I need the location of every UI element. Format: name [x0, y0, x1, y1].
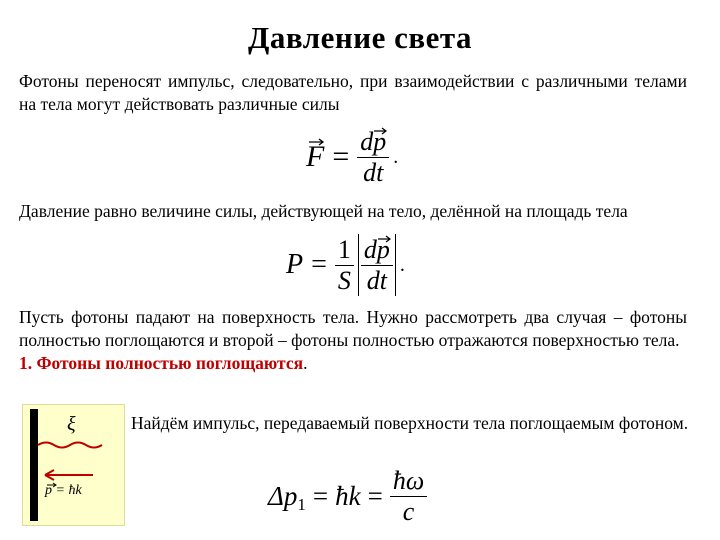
vector-arrow-icon — [308, 138, 326, 146]
pressure-symbol: P — [286, 249, 304, 280]
momentum-equation — [268, 462, 427, 530]
momentum-paragraph: Найдём импульс, передаваемый поверхности тела поглощаемым фотоном. — [131, 413, 689, 433]
intro-paragraph: Фотоны переносят импульс, следовательно, при взаимодействии с различными телами на тела могут действовать различные силы — [19, 71, 687, 114]
page-title: Давление света — [248, 20, 472, 55]
momentum-formula — [45, 483, 82, 499]
cases-text: Пусть фотоны падают на поверхность тела. Нужно рассмотреть два случая – фотоны полностью поглощаются и второй – фотоны полностью отражаются поверхностью тела. — [19, 307, 687, 350]
denominator: dt — [366, 265, 388, 295]
equals-sign: = — [311, 249, 327, 280]
derivative-fraction — [357, 127, 389, 188]
equation-period: . — [393, 145, 399, 168]
case1-period: . — [303, 353, 308, 373]
area-symbol: S — [337, 265, 351, 295]
numerator-one: 1 — [337, 234, 351, 264]
absorbing-surface — [30, 409, 38, 521]
equals-sign: = — [367, 480, 383, 511]
xi-label: ξ — [67, 413, 76, 435]
force-equation — [306, 124, 398, 190]
inverse-area-fraction — [335, 235, 354, 296]
momentum-symbol: p — [45, 483, 52, 498]
vector-arrow-icon — [377, 235, 393, 243]
numerator: dp — [360, 126, 387, 156]
pressure-paragraph: Давление равно величине силы, действующей на тело, делённой на площадь тела — [19, 201, 628, 221]
equation-period: . — [399, 253, 405, 276]
pressure-equation — [286, 232, 405, 298]
derivative-fraction — [361, 235, 393, 296]
denominator: dt — [363, 157, 384, 187]
numerator: ħω — [392, 465, 425, 495]
energy-fraction — [390, 466, 427, 527]
case1-heading: 1. Фотоны полностью поглощаются — [19, 353, 304, 373]
absolute-value — [358, 234, 396, 296]
subscript-one: 1 — [297, 495, 306, 514]
numerator: dp — [363, 234, 390, 264]
equals-sign: = — [332, 140, 350, 173]
photon-absorption-figure — [22, 404, 125, 526]
force-symbol: F — [306, 140, 325, 173]
momentum-rhs: = ħk — [52, 483, 82, 498]
arrow-left-icon — [45, 470, 93, 480]
hbar-k: ħk — [335, 480, 361, 511]
vector-arrow-icon — [373, 127, 389, 135]
delta-p-symbol: Δp — [268, 480, 298, 511]
speed-of-light: c — [402, 496, 415, 526]
cases-paragraph — [19, 306, 687, 375]
equals-sign: = — [312, 480, 329, 511]
photon-wave-icon — [38, 443, 102, 448]
